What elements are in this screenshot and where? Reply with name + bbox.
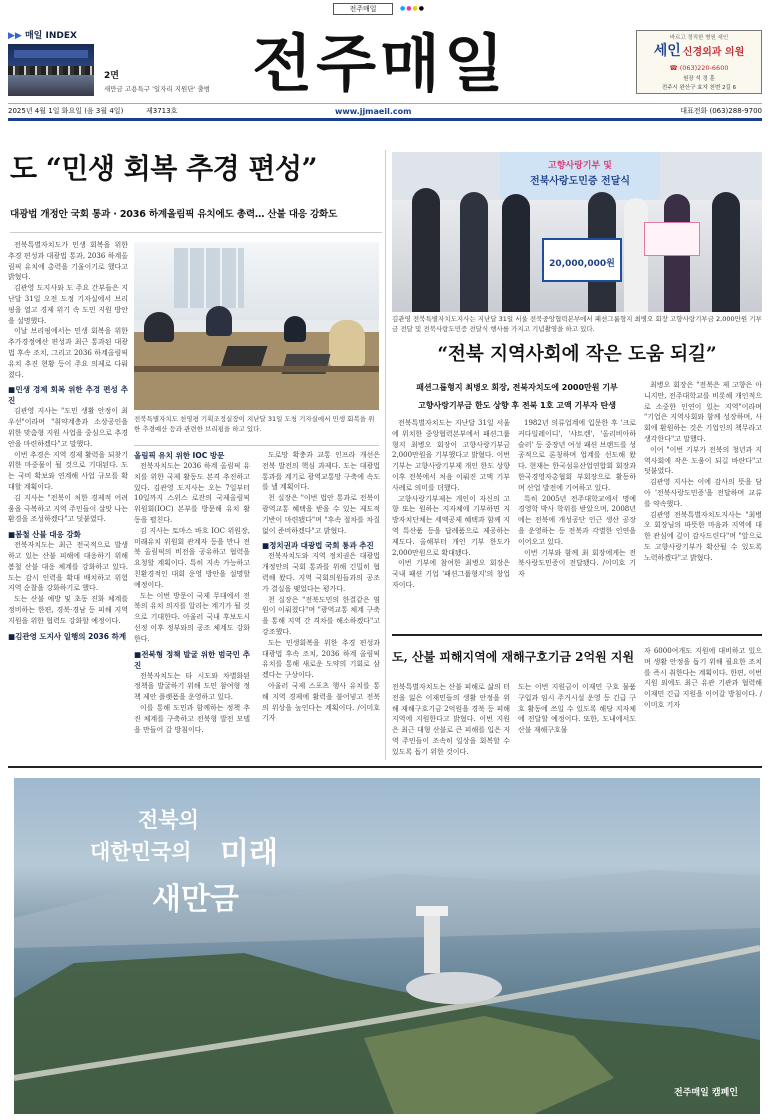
index-thumbnail[interactable]	[8, 44, 94, 96]
lead-paragraph: 전북자치도는 최근 전국적으로 발생하고 있는 산불 피해에 대응하기 위해 봄철 산불 대응 체계를 강화하고 있다. 도는 감시 인력을 확대 배치하고 위험 지역 순찰을 강화하기로 했다.	[8, 541, 128, 593]
lead-subhead: 대광법 개정안 국회 통과 · 2036 하계올림픽 유치에도 총력… 산불 대응 강화도	[10, 209, 338, 220]
lead-column-3	[262, 450, 380, 756]
right-photo-caption: 김관영 전북특별자치도지사는 지난달 31일 서울 전북중앙협력본부에서 패션그룹형지 최병오 회장 고향사랑기부금 2,000만원 기부금 전달 및 전북사랑도민증 전달식 행사를 가지고 기념촬영을 하고 있다.	[392, 315, 762, 333]
lead-caption-rule	[134, 445, 379, 446]
right-paragraph: 고향사랑기부제는 개인이 자신의 고향 또는 원하는 지자체에 기부하면 지방자치단체는 세액공제 혜택과 함께 지역 특산품 등을 답례품으로 제공하는 제도다. 올해부터 개인 기부 한도가 2,000만원으로 확대됐다.	[392, 494, 510, 557]
index-arrow-icon: ▶▶	[8, 31, 22, 41]
advertisement-box[interactable]	[636, 30, 762, 94]
ad-tel: ☎ (063)220-6600	[669, 64, 729, 72]
index-label: 매일 INDEX	[24, 31, 77, 41]
right-subhead-1: 패션그룹형지 최병오 회장, 전북자치도에 2000만원 기부	[416, 383, 618, 392]
masthead-bottom-rule	[8, 118, 762, 121]
lead-subheading: ■봄철 산불 대응 강화	[8, 530, 81, 540]
lead-paragraph: 도는 산불 예방 및 초동 진화 체계를 정비하는 한편, 경북·경남 등 피해 지역 지원을 위한 협력도 강화할 예정이다.	[8, 595, 128, 625]
lead-subheading: ■김관영 도지사 일행의 2036 하계	[8, 631, 127, 641]
top-label: 전주매일	[333, 3, 393, 15]
lead-paragraph: 천 실장은 "이번 법안 통과로 전북이 광역교통 혜택을 받을 수 있는 제도적 기반이 마련됐다"며 "후속 절차를 차질 없이 준비하겠다"고 밝혔다.	[262, 494, 380, 535]
lead-paragraph: 도는 민생회복을 위한 추경 편성과 대광법 후속 조치, 2036 하계 올림픽 유치를 통해 새로운 도약의 기회로 삼겠다는 구상이다.	[262, 638, 380, 680]
site-url[interactable]: www.jjmaeil.com	[335, 107, 412, 116]
fund-column-1: 전북특별자치도는 산불 피해로 삶의 터전을 잃은 이재민들의 생활 안정을 위해 재해구호기금 2억원을 경북 등 피해 지역에 지원한다고 밝혔다. 이번 지원은 최근 대형 산불로 큰 피해를 입은 지역 주민들이 조속히 일상을 회복할 수 있도록 돕기 위한 것이다.	[392, 683, 510, 756]
banner-line-4: 새만금	[152, 882, 239, 917]
issue-number: 제3713호	[146, 107, 178, 115]
right-paragraph: 1982년 의류업계에 입문한 후 '크로커다일레이디', '샤트렌', '올리비아하슬러' 등 중장년 여성 패션 브랜드를 성공적으로 론칭하며 업계를 선도해 왔다. 현재는 한국섬유산업연합회 회장과 한국경영자총협회 부회장으로 활동하며 산업 발전에 기여하고 있다.	[518, 419, 636, 492]
lead-paragraph: 김 지사는 토마스 바흐 IOC 위원장, 미래유치 위원회 관계자 등을 만나 전북 올림픽의 비전을 공유하고 협력을 요청할 계획이다. 특히 지속 가능하고 친환경적인 대회 운영 방안을 설명할 예정이다.	[134, 526, 250, 589]
column-divider	[385, 150, 386, 760]
banner-footer: 전주매일 캠페인	[674, 1088, 738, 1098]
right-photo-banner1: 고향사랑기부 및	[548, 161, 612, 171]
index-page: 2면	[104, 71, 119, 81]
lead-paragraph: 전북자치도는 타 시도와 차별화된 정책을 발굴하기 위해 도민 참여형 정책 제안 플랫폼을 운영하고 있다.	[134, 671, 250, 702]
banner-top-rule	[8, 766, 762, 768]
lead-paragraph: 전북자치도와 지역 정치권은 대광법 개정안의 국회 통과를 위해 긴밀히 협력해 왔다. 지역 국회의원들과의 공조가 결실을 맺었다는 평가다.	[262, 552, 380, 593]
lead-paragraph: 이번 추경은 지역 경제 활력을 되찾기 위한 마중물이 될 것으로 기대된다. 도는 국비 확보와 연계해 사업 규모를 확대할 계획이다.	[8, 450, 128, 491]
index-text[interactable]: 새만금 고용특구 '일자리 지원단' 출범	[104, 85, 211, 93]
lead-paragraph: 김관영 지사는 "도민 생활 안정이 최우선"이라며 "취약계층과 소상공인을 위한 맞춤형 지원 사업을 중심으로 추경안을 마련하겠다"고 말했다.	[8, 407, 128, 448]
newspaper-logo: 전주매일	[252, 27, 508, 100]
lead-paragraph: 전북자치도는 2036 하계 올림픽 유치를 위한 국제 활동도 본격 추진하고 있다. 김관영 도지사는 오는 7일부터 10일까지 스위스 로잔의 국제올림픽위원회(IOC) 본부를 방문해 유치 활동을 펼친다.	[134, 462, 250, 524]
right-paragraph: 이번 기부에 참여한 최병오 회장은 국내 패션 기업 '패션그룹형지'의 창업자이다.	[392, 559, 510, 589]
right-column-3	[644, 380, 762, 628]
right-headline: “전북 지역사회에 작은 도움 되길”	[437, 344, 717, 365]
lead-paragraph: 김관영 도지사와 도 주요 간부들은 지난달 31일 오전 도정 기자실에서 브리핑을 열고 경제 위기 속 도민 지원 방안을 설명했다.	[8, 284, 128, 325]
lead-paragraph: 전북특별자치도가 민생 회복을 위한 추경 편성과 대광법 통과, 2036 하계올림픽 유치에 총력을 기울이기로 했다고 밝혔다.	[8, 241, 128, 282]
saemangeum-banner[interactable]	[14, 778, 760, 1114]
right-column-1	[392, 418, 510, 628]
banner-line-1: 전북의	[138, 807, 199, 832]
lead-column-2	[134, 450, 250, 756]
lead-subheading: ■민생 경제 회복 위한 추경 편성 추진	[8, 385, 128, 406]
right-subhead-2: 고향사랑기부금 한도 상향 후 전북 1호 고액 기부자 탄생	[418, 401, 616, 410]
right-paragraph: 최병오 회장은 "전북은 제 고향은 아니지만, 전주대학교를 비롯해 개인적으로 소중한 인연이 있는 지역"이라며 "기업은 지역사회와 함께 성장하며, 사회에 환원하는 것은 기업인의 책무라고 생각한다"고 말했다.	[644, 381, 762, 443]
lead-headline: 도 “민생 회복 추경 편성”	[10, 152, 318, 185]
right-photo-board: 20,000,000원	[549, 259, 615, 269]
lead-paragraph: 도는 이번 방문이 국제 무대에서 전북의 유치 의지를 알리는 계기가 될 것으로 기대한다. 아울러 국내 후보도시 선정 이후 정부와의 공조 체계도 강화한다.	[134, 591, 250, 643]
color-bar: ●●●●	[400, 5, 425, 12]
right-paragraph: 전북특별자치도는 지난달 31일 서울에 위치한 중앙협력본부에서 패션그룹형지 최병오 회장이 고향사랑기부금 2,000만원을 기부했다고 밝혔다. 이번 기부는 고향사랑기부제 개인 한도 상향 이후 전북에서 처음 이뤄진 고액 기부 사례로 의미를 더했다.	[392, 419, 510, 492]
right-paragraph: 이번 기부와 함께 최 회장에게는 전북사랑도민증이 전달됐다. /이미호 기자	[518, 548, 636, 579]
index-box	[8, 30, 240, 98]
index-label-row	[8, 30, 240, 42]
masthead-rule	[8, 103, 762, 104]
lead-subheading: ■정치권과 대광법 국회 통과 추진	[262, 541, 374, 551]
fund-top-rule	[392, 634, 762, 636]
banner-line-2: 대한민국의	[90, 839, 192, 864]
lead-subhead-rule	[10, 232, 382, 233]
main-phone: 대표전화 (063)288-9700	[680, 107, 762, 115]
lead-subheading: 올림픽 유치 위한 IOC 방문	[134, 451, 225, 460]
lead-paragraph: 김 지사는 "전북이 처한 경제적 어려움을 극복하고 지역 주민들이 살맛 나는 환경을 조성하겠다"고 덧붙였다.	[8, 493, 128, 524]
fund-column-2: 도는 이번 지원금이 이재민 구호 물품 구입과 임시 주거시설 운영 등 긴급 구호 활동에 쓰일 수 있도록 해당 지자체에 전달할 예정이다. 또한, 도내에서도 산불 재해구호물	[518, 683, 636, 735]
right-photo[interactable]	[392, 152, 762, 312]
masthead-info	[8, 106, 762, 117]
banner-line-3: 미래	[220, 836, 278, 871]
fund-headline: 도, 산불 피해지역에 재해구호기금 2억원 지원	[392, 650, 635, 664]
fund-column-3: 자 6000여개도 지원에 대비하고 있으며 생활 안정을 돕기 위해 필요한 조치를 즉시 취한다는 계획이다. 한편, 이번 지원 외에도 최근 유관 기관과 협력해 이재민 긴급 지원을 이어갈 방침이다. /이미호 기자	[644, 647, 762, 709]
right-column-2	[518, 418, 636, 628]
right-photo-banner2: 전북사랑도민증 전달식	[529, 176, 631, 187]
lead-paragraph: 아울러 국제 스포츠 행사 유치를 통해 지역 경제에 활력을 불어넣고 전북의 위상을 높인다는 계획이다. /이미호 기자	[262, 681, 380, 723]
right-paragraph: 김관영 전북특별자치도지사는 "최병오 회장님의 따뜻한 마음과 지역에 대한 관심에 깊이 감사드린다"며 "앞으로도 고향사랑기부가 확산될 수 있도록 노력하겠다"고 밝혔다.	[644, 510, 762, 562]
ad-line1: 원장 석 정 훈	[683, 76, 715, 82]
lead-column-1	[8, 240, 128, 756]
ad-name2: 신경외과 의원	[682, 47, 745, 58]
ad-line2: 전주시 완산구 효자 천변 2길 6	[661, 85, 737, 91]
lead-paragraph: 도로망 확충과 교통 인프라 개선은 전북 발전의 핵심 과제다. 도는 대광법 통과를 계기로 광역교통망 구축에 속도를 낼 계획이다.	[262, 451, 380, 492]
ad-title	[637, 42, 761, 61]
lead-photo[interactable]	[134, 242, 379, 410]
lead-photo-caption: 전북특별자치도 천영평 기획조정실장이 지난달 31일 도청 기자실에서 민생 회복을 위한 추경예산 등과 관련한 브리핑을 하고 있다.	[134, 415, 375, 433]
right-paragraph: 이어 "이번 기부가 전북의 청년과 지역사회에 작은 도움이 되길 바란다"고 덧붙였다.	[644, 445, 762, 476]
right-paragraph: 특히 2005년 전주대학교에서 명예경영학 박사 학위를 받았으며, 2008년에는 전북에 개성공단 인근 생산 공장을 운영하는 등 전북과 각별한 인연을 이어오고 있다.	[518, 494, 636, 546]
lead-paragraph: 천 실장은 "전북도민의 한결같은 염원이 이뤄졌다"며 "광역교통 체계 구축을 통해 지역 간 격차를 해소하겠다"고 강조했다.	[262, 595, 380, 636]
lead-paragraph: 이날 브리핑에서는 민생 회복을 위한 추가경정예산 편성과 최근 통과된 대광법 후속 조치, 그리고 2036 하계올림픽 유치 추진 현황 등이 주요 의제로 다뤄졌다.	[8, 327, 128, 379]
lead-subheading: ■전북형 정책 발굴 위한 범국민 추진	[134, 649, 250, 670]
right-paragraph: 김관영 지사는 이에 감사의 뜻을 담아 '전북사랑도민증'을 전달하며 교류를 약속했다.	[644, 478, 762, 508]
ad-name: 세인	[653, 43, 681, 59]
lead-paragraph: 이를 통해 도민과 함께하는 정책 추진 체계를 구축하고 전북형 발전 모델을 만들어 갈 방침이다.	[134, 703, 250, 734]
banner-landscape	[14, 778, 760, 1114]
issue-date: 2025년 4월 1일 화요일 (음 3월 4일)	[8, 107, 124, 115]
ad-top: 바르고 정직한 병원 세인	[669, 35, 729, 41]
